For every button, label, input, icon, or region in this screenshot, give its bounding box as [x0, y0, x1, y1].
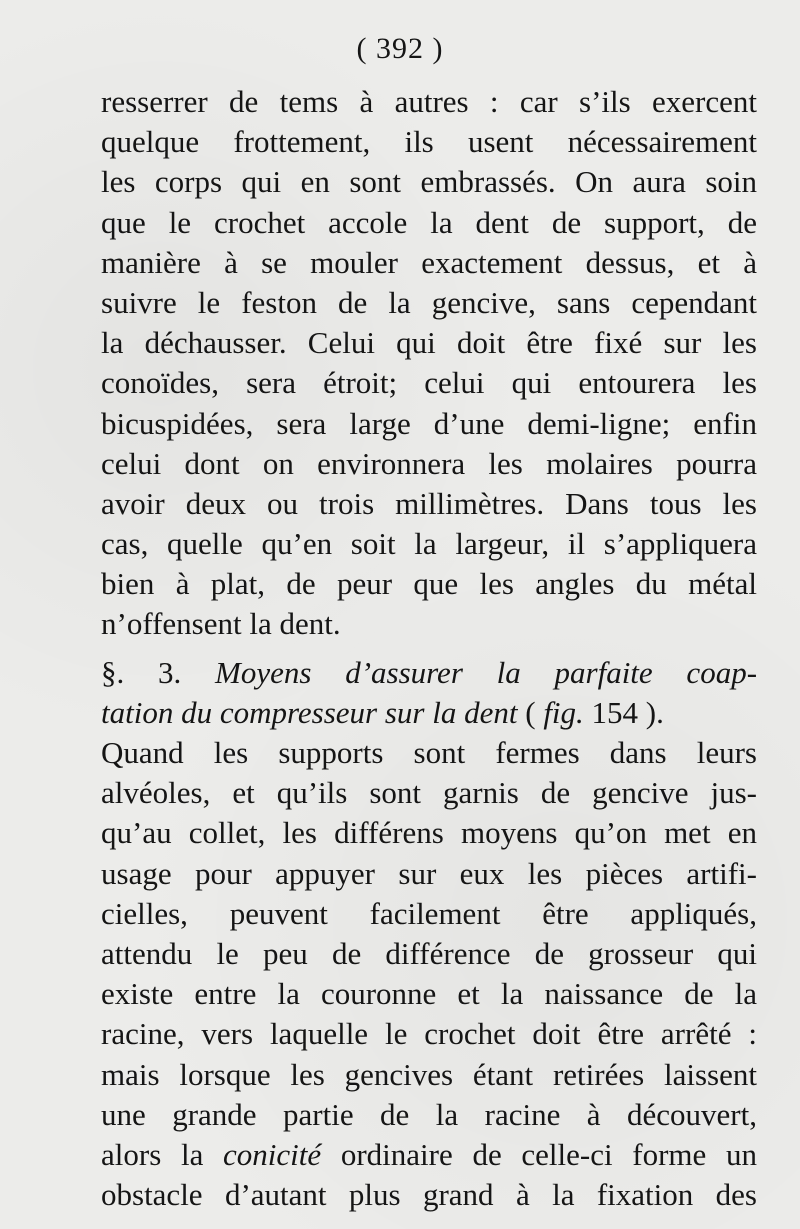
figure-ref-value: 154 — [591, 694, 639, 730]
paragraph-line: que le crochet accole la dent de support, de — [101, 204, 757, 240]
paragraph-line: obstacle d’autant plus grand à la fixation des — [101, 1177, 757, 1213]
paragraph-line: bicuspidées, sera large d’une demi-ligne; enfin — [101, 405, 757, 441]
paragraph-line: cielles, peuvent facilement être appliqués, — [101, 895, 757, 931]
paragraph-line: usage pour appuyer sur eux les pièces artifi- — [101, 855, 757, 891]
paragraph-line: n’offensent la dent. — [101, 606, 341, 642]
paragraph-line: quelque frottement, ils usent nécessairement — [101, 124, 757, 160]
paragraph-line: suivre le feston de la gencive, sans cependant — [101, 284, 757, 320]
paragraph-line-with-italic — [101, 1135, 757, 1175]
paragraph-line: mais lorsque les gencives étant retirées laissent — [101, 1056, 757, 1092]
paragraph-line: qu’au collet, les différens moyens qu’on met en — [101, 815, 757, 851]
section-heading-line-1 — [101, 653, 757, 693]
paragraph-line: attendu le peu de différence de grosseur qui — [101, 935, 757, 971]
paragraph-line: racine, vers laquelle le crochet doit être arrêté : — [101, 1016, 757, 1052]
figure-ref-close: ). — [645, 694, 664, 730]
section-heading-line-2 — [101, 693, 757, 733]
paragraph-line: cas, quelle qu’en soit la largeur, il s’appliquera — [101, 526, 757, 562]
figure-ref-open: ( — [525, 694, 536, 730]
paragraph-line: Quand les supports sont fermes dans leurs — [101, 735, 757, 770]
paragraph-line: avoir deux ou trois millimètres. Dans tous les — [101, 485, 757, 521]
main-text-block — [101, 82, 757, 1215]
paragraph-line: resserrer de tems à autres : car s’ils exercent — [101, 84, 757, 119]
italic-line-prefix: alors la — [101, 1136, 204, 1172]
section-symbol: §. 3. — [101, 654, 182, 690]
paragraph-line: bien à plat, de peur que les angles du métal — [101, 566, 757, 602]
paragraph-line: celui dont on environnera les molaires pourra — [101, 445, 757, 481]
paragraph-line: la déchausser. Celui qui doit être fixé sur les — [101, 325, 757, 361]
paragraph-line: manière à se mouler exactement dessus, et à — [101, 244, 757, 280]
italic-word: conicité — [223, 1136, 322, 1172]
section-title-part-1: Moyens d’assurer la parfaite coap- — [215, 654, 758, 690]
paragraph-line: existe entre la couronne et la naissance de la — [101, 976, 757, 1012]
paragraph-line: une grande partie de la racine à découvert, — [101, 1096, 757, 1132]
page-number: ( 392 ) — [356, 32, 444, 65]
italic-line-suffix: ordinaire de celle-ci forme un — [340, 1136, 758, 1172]
paragraph-line: conoïdes, sera étroit; celui qui entourera les — [101, 365, 757, 401]
figure-ref-label: fig. — [543, 694, 584, 730]
section-title-part-2: tation du compresseur sur la dent — [101, 694, 518, 730]
section-spacing — [101, 645, 757, 653]
paragraph-line: les corps qui en sont embrassés. On aura soin — [101, 164, 757, 200]
paragraph-line: alvéoles, et qu’ils sont garnis de gencive jus- — [101, 775, 757, 811]
